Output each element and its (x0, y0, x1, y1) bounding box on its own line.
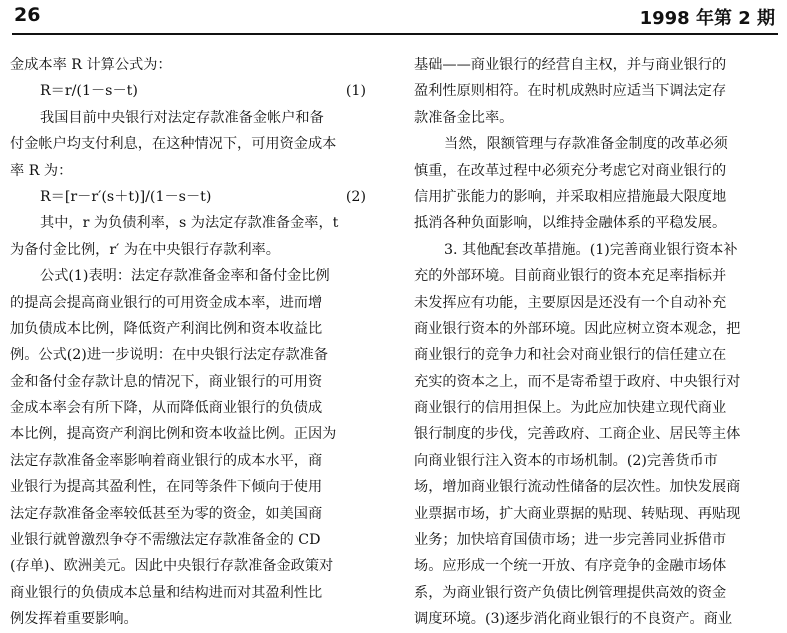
text-line: 调度环境。(3)逐步消化商业银行的不良资产。商业 (414, 611, 733, 628)
text-line: 例发挥着重要影响。 (10, 611, 138, 628)
text-line: 加负债成本比例，降低资产利润比例和资本收益比 (10, 320, 323, 337)
text-line: 法定存款准备金率影响着商业银行的成本水平，商 (10, 452, 323, 469)
text-line: 付金帐户均支付利息，在这种情况下，可用资金成本 (10, 136, 337, 153)
text-line: (存单)、欧洲美元。因此中央银行存款准备金政策对 (10, 558, 334, 575)
text-line: 系，为商业银行资产负债比例管理提供高效的资金 (414, 584, 727, 601)
text-line: 盈利性原则相符。在时机成熟时应适当下调法定存 (414, 83, 727, 100)
text-line: 未发挥应有功能，主要原因是还没有一个自动补充 (414, 294, 727, 311)
text-line: 款准备金比率。 (414, 109, 514, 126)
text-line: 金成本率会有所下降，从而降低商业银行的负债成 (10, 400, 323, 417)
text-line: 银行制度的步伐，完善政府、工商企业、居民等主体 (414, 426, 741, 443)
text-line: 场。应形成一个统一开放、有序竞争的金融市场体 (414, 558, 727, 575)
text-line: 抵消各种负面影响，以维持金融体系的平稳发展。 (414, 215, 727, 232)
formula-2 (10, 184, 374, 210)
text-line: 商业银行的负债成本总量和结构进而对其盈利性比 (10, 584, 323, 601)
text-line: 业票据市场，扩大商业票据的贴现、转贴现、再贴现 (414, 505, 741, 522)
formula-1 (10, 78, 374, 104)
header-rule (12, 33, 778, 35)
text-line: 金和备付金存款计息的情况下，商业银行的可用资 (10, 373, 323, 390)
text-line: 的提高会提高商业银行的可用资金成本率，进而增 (10, 294, 323, 311)
text-line: 信用扩张能力的影响，并采取相应措施最大限度地 (414, 188, 727, 205)
text-line: 业务；加快培育国债市场；进一步完善同业拆借市 (414, 532, 727, 549)
text-line: 商业银行的竞争力和社会对商业银行的信任建立在 (414, 347, 727, 364)
text-line: 其中，r 为负债利率，s 为法定存款准备金率，t (40, 215, 339, 232)
page-number: 26 (14, 4, 41, 26)
text-line: 为备付金比例，r′ 为在中央银行存款利率。 (10, 241, 280, 258)
text-line: 充的外部环境。目前商业银行的资本充足率指标并 (414, 268, 727, 285)
text-line: 基础——商业银行的经营自主权，并与商业银行的 (414, 57, 727, 73)
text-line: 商业银行资本的外部环境。因此应树立资本观念，把 (414, 320, 741, 337)
text-line: 充实的资本之上，而不是寄希望于政府、中央银行对 (414, 373, 741, 390)
issue-label: 1998 年第 2 期 (639, 8, 775, 29)
text-line: 公式(1)表明：法定存款准备金率和备付金比例 (40, 268, 330, 285)
formula-1-number: (1) (345, 83, 366, 100)
text-line: 例。公式(2)进一步说明：在中央银行法定存款准备 (10, 347, 329, 364)
text-line: 率 R 为： (10, 162, 73, 179)
left-column (10, 52, 374, 633)
text-line: 向商业银行注入资本的市场机制。(2)完善货币市 (414, 452, 718, 469)
text-line: 本比例，提高资产利润比例和资本收益比例。正因为 (10, 426, 337, 443)
text-line: 业银行为提高其盈利性，在同等条件下倾向于使用 (10, 479, 323, 496)
formula-2-text: R＝[r－r′(s＋t)]/(1－s－t) (40, 188, 212, 205)
text-line: 3. 其他配套改革措施。(1)完善商业银行资本补 (444, 241, 738, 258)
page-header (0, 0, 787, 34)
right-column (414, 52, 778, 633)
text-line: 我国目前中央银行对法定存款准备金帐户和备 (40, 109, 324, 126)
text-line: 业银行就曾激烈争夺不需缴法定存款准备金的 CD (10, 532, 321, 549)
text-line: 商业银行的信用担保上。为此应加快建立现代商业 (414, 400, 727, 417)
formula-2-number: (2) (345, 188, 366, 205)
formula-1-text: R＝r/(1－s－t) (40, 83, 138, 100)
text-line: 金成本率 R 计算公式为： (10, 57, 172, 73)
text-line: 场，增加商业银行流动性储备的层次性。加快发展商 (414, 479, 741, 496)
text-line: 法定存款准备金率较低甚至为零的资金，如美国商 (10, 505, 323, 522)
text-line: 当然，限额管理与存款准备金制度的改革必须 (444, 136, 728, 153)
text-line: 慎重，在改革过程中必须充分考虑它对商业银行的 (414, 162, 727, 179)
